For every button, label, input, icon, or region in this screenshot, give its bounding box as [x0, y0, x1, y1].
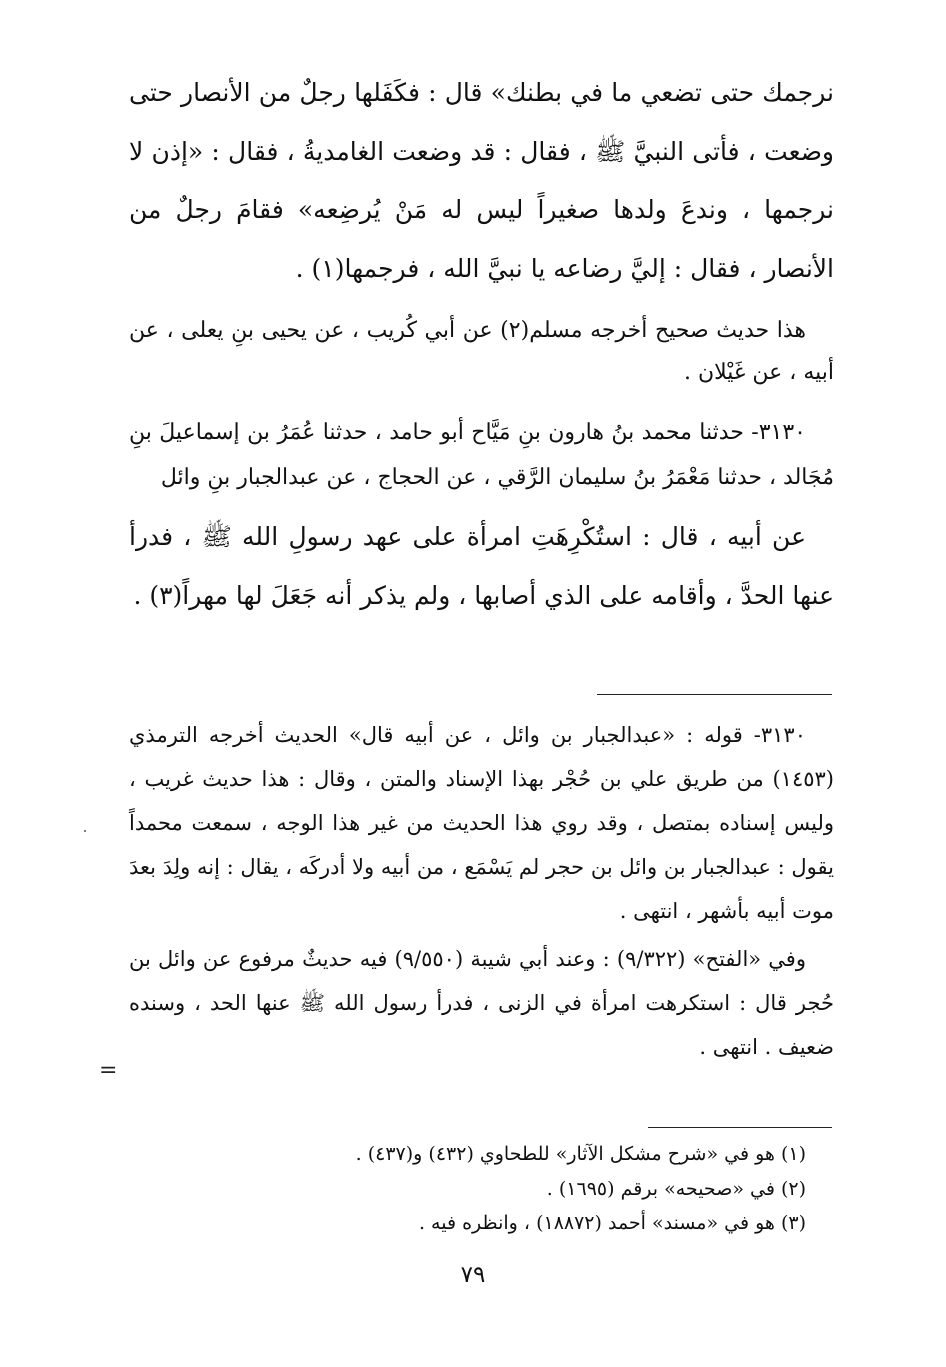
commentary-block: [129, 713, 834, 1069]
margin-dot: [84, 830, 86, 832]
commentary-paragraph-2: وفي «الفتح» (٩/٣٢٢) : وعند أبي شيبة (٩/٥٥٠) فيه حديثٌ مرفوع عن وائل بن حُجر قال : استكرهت امرأة في الزنى ، فدرأ رسول الله ﷺ عنها الحد ، وسنده ضعيف . انتهى .: [129, 947, 834, 1059]
commentary-paragraph-1: ٣١٣٠- قوله : «عبدالجبار بن وائل ، عن أبيه قال» الحديث أخرجه الترمذي (١٤٥٣) من طريق علي بن حُجْر بهذا الإسناد والمتن ، وقال : هذا حديث غريب ، وليس إسناده بمتصل ، وقد روي هذا الحديث من غير هذا الوجه ، سمعت محمداً يقول : عبدالجبار بن وائل بن حجر لم يَسْمَع ، من أبيه ولا أدركَه ، يقال : إنه ولِدَ بعدَ موت أبيه بأشهر ، انتهى .: [129, 723, 834, 923]
section-divider: [597, 694, 832, 695]
hadith-2-matn: عن أبيه ، قال : استُكْرِهَتِ امرأة على عهد رسولِ الله ﷺ ، فدرأ عنها الحدَّ ، وأقامه على الذي أصابها ، ولم يذكر أنه جَعَلَ لها مهراً(٣) .: [129, 522, 834, 610]
hadith-1-grading: هذا حديث صحيح أخرجه مسلم(٢) عن أبي كُريب ، عن يحيى بنِ يعلى ، عن أبيه ، عن غَيْلان .: [129, 318, 834, 385]
footnotes-block: [129, 1137, 834, 1241]
hadith-2-isnad: ٣١٣٠- حدثنا محمد بنُ هارون بنِ مَيَّاح أبو حامد ، حدثنا عُمَرُ بن إسماعيلَ بنِ مُجَالد ، حدثنا مَعْمَرُ بنُ سليمان الرَّقي ، عن الحجاج ، عن عبدالجبار بنِ وائل: [129, 420, 834, 490]
footnote-3: (٣) هو في «مسند» أحمد (١٨٨٧٢) ، وانظره فيه .: [418, 1212, 806, 1234]
hadith-text-block: [129, 64, 834, 625]
footnote-divider: [648, 1127, 832, 1128]
page-number: ٧٩: [460, 1262, 486, 1288]
margin-mark: =: [99, 1058, 118, 1083]
footnote-2: (٢) في «صحيحه» برقم (١٦٩٥) .: [546, 1177, 806, 1200]
hadith-1-text: نرجمك حتى تضعي ما في بطنك» قال : فكَفَلها رجلٌ من الأنصار حتى وضعت ، فأتى النبيَّ ﷺ ، فقال : قد وضعت الغامديةُ ، فقال : «إذن لا نرجمها ، وندعَ ولدها صغيراً ليس له مَنْ يُرضِعه» فقامَ رجلٌ من الأنصار ، فقال : إليَّ رضاعه يا نبيَّ الله ، فرجمها(١) .: [129, 78, 834, 283]
footnote-1: (١) هو في «شرح مشكل الآثار» للطحاوي (٤٣٢) و(٤٣٧) .: [355, 1143, 806, 1165]
